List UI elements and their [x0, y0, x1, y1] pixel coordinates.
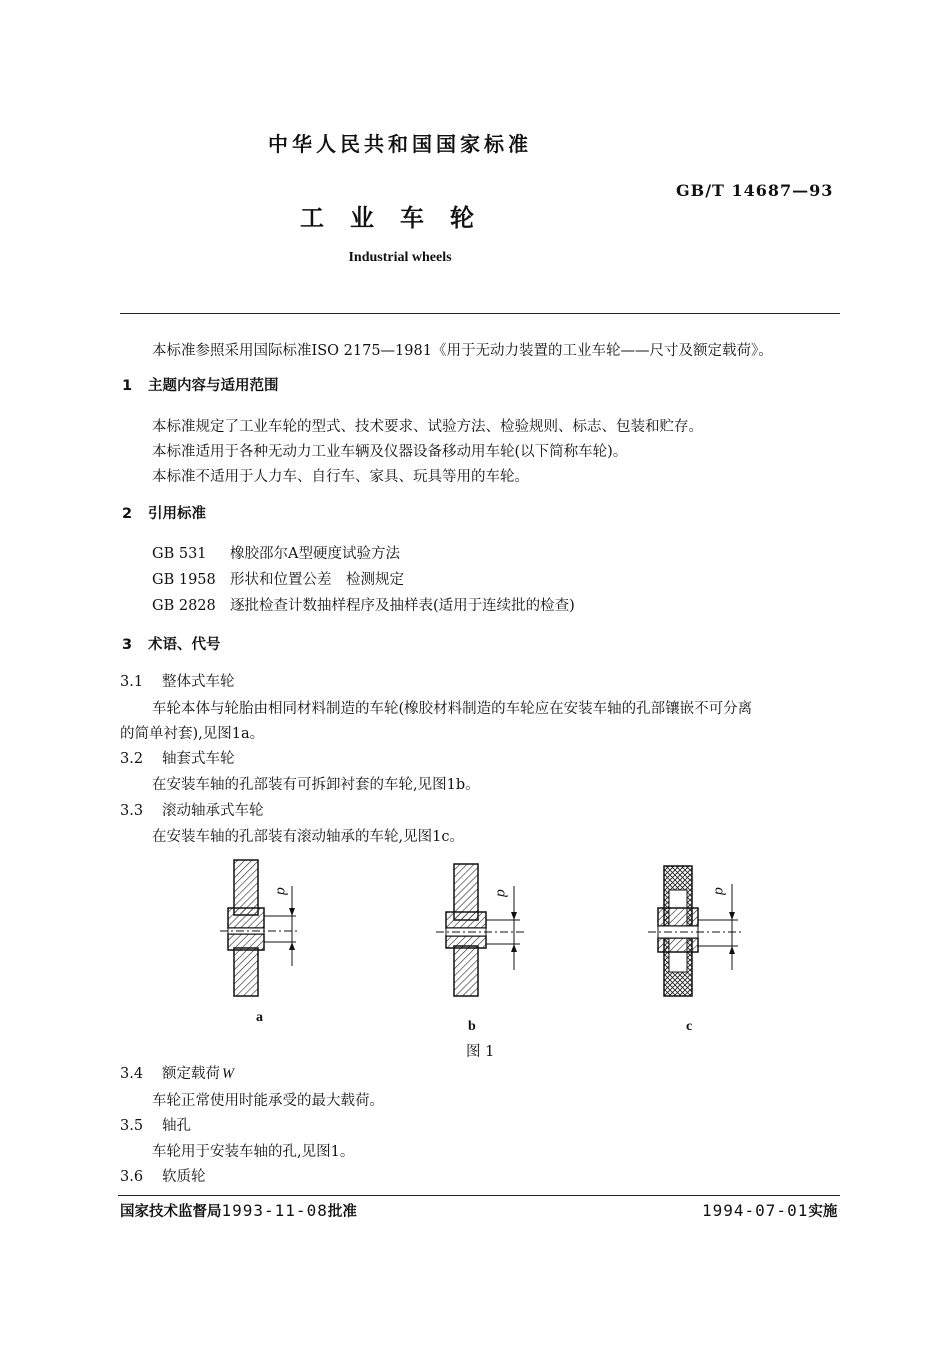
- subsection-title: 滚动轴承式车轮: [162, 803, 264, 819]
- approval-line: [120, 1200, 357, 1221]
- reference-item: [152, 594, 575, 615]
- reference-title: 形状和位置公差 检测规定: [230, 572, 404, 588]
- header-rule: [120, 313, 840, 314]
- subsection-number: 3.2: [120, 751, 144, 767]
- subsection-title: 轴孔: [162, 1118, 191, 1134]
- section-number: 1: [122, 378, 133, 394]
- effective-suffix: 实施: [808, 1204, 838, 1220]
- subsection-3-5-text: 车轮用于安装车轴的孔,见图1。: [152, 1144, 355, 1160]
- reference-title: 逐批检查计数抽样程序及抽样表(适用于连续批的检查): [230, 598, 575, 614]
- subsection-3-1-text-line-2: 的简单衬套),见图1a。: [120, 726, 265, 742]
- document-title-english: Industrial wheels: [348, 250, 452, 265]
- subsection-3-4-heading: [120, 1062, 234, 1083]
- subsection-3-4-text: 车轮正常使用时能承受的最大载荷。: [152, 1093, 384, 1109]
- subsection-title: 软质轮: [162, 1169, 206, 1185]
- section-title: 引用标准: [148, 506, 206, 522]
- reference-code: GB 2828: [152, 598, 216, 614]
- figure-caption: 图 1: [466, 1044, 495, 1060]
- section-number: 2: [122, 506, 133, 522]
- dimension-symbol-d-b: d: [493, 889, 509, 898]
- subsection-3-5-heading: [120, 1114, 191, 1135]
- reference-code: GB 531: [152, 546, 207, 562]
- dimension-symbol-d-a: d: [273, 887, 289, 896]
- approval-suffix: 批准: [327, 1204, 357, 1220]
- subsection-3-1-heading: [120, 670, 235, 691]
- section-2-heading: [122, 502, 206, 523]
- figure-label-b: b: [468, 1019, 476, 1034]
- reference-item: [152, 568, 404, 589]
- section-1-para-2: 本标准适用于各种无动力工业车辆及仪器设备移动用车轮(以下简称车轮)。: [152, 444, 628, 460]
- dimension-symbol-d-c: d: [711, 887, 727, 896]
- effective-line: [702, 1200, 837, 1221]
- document-title: 工业车轮: [300, 204, 500, 232]
- section-1-para-1: 本标准规定了工业车轮的型式、技术要求、试验方法、检验规则、标志、包装和贮存。: [152, 419, 703, 435]
- national-standard-title: 中华人民共和国国家标准: [268, 132, 532, 156]
- standard-number: GB/T 14687—93: [676, 181, 834, 200]
- reference-code: GB 1958: [152, 572, 216, 588]
- subsection-3-3-heading: [120, 799, 264, 820]
- figure-label-a: a: [256, 1010, 263, 1025]
- section-title: 术语、代号: [148, 637, 221, 653]
- subsection-title: 轴套式车轮: [162, 751, 235, 767]
- section-1-para-3: 本标准不适用于人力车、自行车、家具、玩具等用的车轮。: [152, 469, 529, 485]
- wheel-c-diagram: [648, 866, 742, 996]
- approval-date: 1993-11-08: [221, 1201, 328, 1220]
- reference-item: [152, 542, 400, 563]
- rated-load-symbol: W: [222, 1066, 235, 1082]
- subsection-number: 3.4: [120, 1066, 144, 1082]
- subsection-number: 3.3: [120, 803, 144, 819]
- subsection-3-2-heading: [120, 747, 235, 768]
- subsection-3-3-text: 在安装车轴的孔部装有滚动轴承的车轮,见图1c。: [152, 829, 464, 845]
- subsection-title: 额定载荷: [162, 1066, 220, 1082]
- section-title: 主题内容与适用范围: [148, 378, 279, 394]
- intro-paragraph: 本标准参照采用国际标准ISO 2175—1981《用于无动力装置的工业车轮——尺寸及额定载荷》。: [152, 343, 773, 359]
- approver-name: 国家技术监督局: [120, 1204, 222, 1220]
- wheel-b-diagram: [436, 864, 524, 996]
- subsection-title: 整体式车轮: [162, 674, 235, 690]
- effective-date: 1994-07-01: [702, 1201, 809, 1220]
- reference-title: 橡胶邵尔A型硬度试验方法: [230, 546, 400, 562]
- figure-label-c: c: [686, 1019, 693, 1034]
- section-1-heading: [122, 374, 279, 395]
- section-number: 3: [122, 637, 133, 653]
- section-3-heading: [122, 633, 221, 654]
- subsection-3-2-text: 在安装车轴的孔部装有可拆卸衬套的车轮,见图1b。: [152, 777, 480, 793]
- subsection-3-1-text-line-1: 车轮本体与轮胎由相同材料制造的车轮(橡胶材料制造的车轮应在安装车轴的孔部镶嵌不可分离: [152, 701, 753, 717]
- subsection-number: 3.5: [120, 1118, 144, 1134]
- subsection-number: 3.1: [120, 674, 144, 690]
- wheel-a-diagram: [220, 860, 300, 996]
- subsection-number: 3.6: [120, 1169, 144, 1185]
- subsection-3-6-heading: [120, 1165, 206, 1186]
- footer-rule: [118, 1195, 840, 1196]
